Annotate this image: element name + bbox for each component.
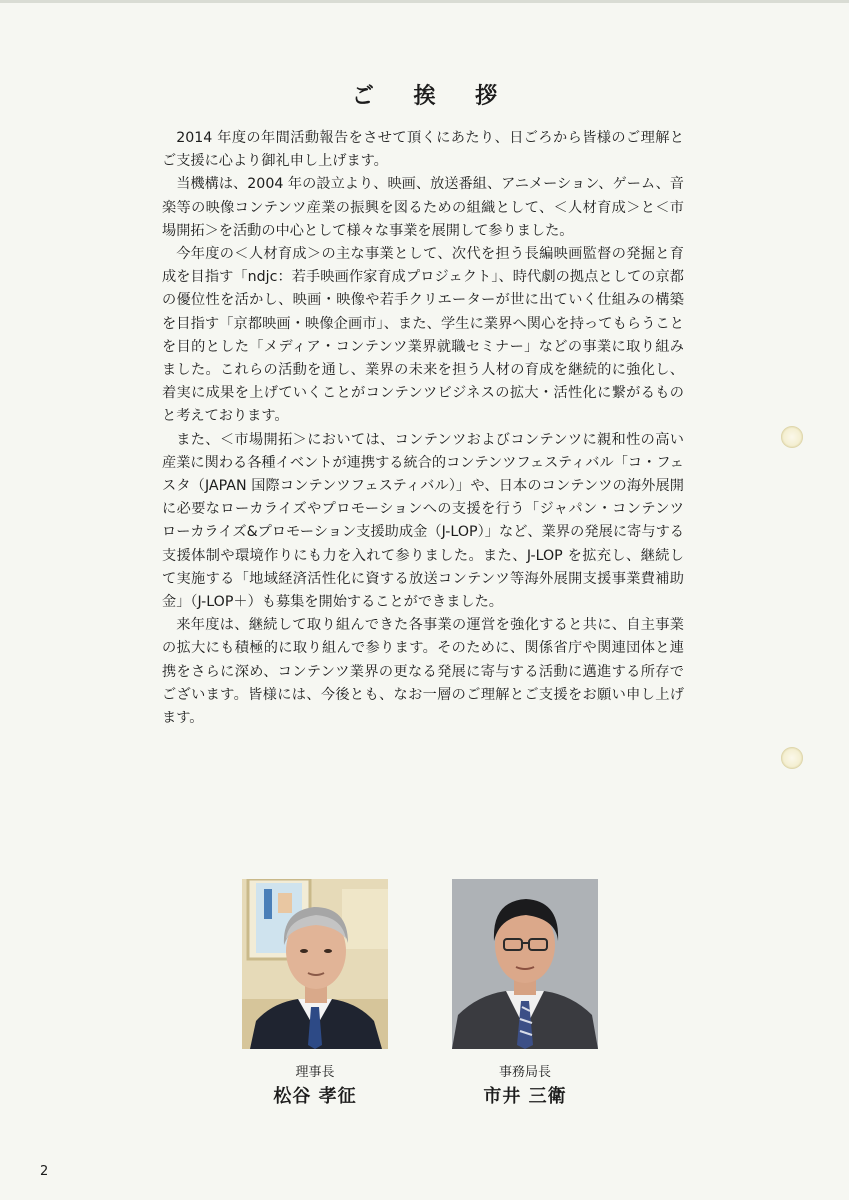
punch-hole-icon bbox=[781, 747, 803, 769]
page-title: ご 挨 拶 bbox=[351, 84, 514, 109]
secretary-general-role: 事務局長 bbox=[498, 1065, 551, 1080]
paragraph: 今年度の＜人材育成＞の主な事業として、次代を担う長編映画監督の発掘と育成を目指す「ndjc：若手映画作家育成プロジェクト」、時代劇の拠点としての京都の優位性を活かし、映画・映像や若手クリエーターが世に出ていく仕組みの構築を目指す「京都映画・映像企画市」、また、学生に業界へ関心を持ってもらうことを目的とした「メディア・コンテンツ業界就職セミナー」などの事業に取り組みました。これらの活動を通し、業界の未来を担う人材の育成を継続的に強化し、着実に成果を上げていくことがコンテンツビジネスの拡大・活性化に繋がるものと考えております。 bbox=[162, 246, 684, 425]
greeting-body bbox=[162, 127, 699, 730]
paragraph: 2014 年度の年間活動報告をさせて頂くにあたり、日ごろから皆様のご理解とご支援に心より御礼申し上げます。 bbox=[162, 130, 684, 170]
page-number: 2 bbox=[40, 1164, 49, 1179]
paragraph: また、＜市場開拓＞においては、コンテンツおよびコンテンツに親和性の高い産業に関わる各種イベントが連携する統合的コンテンツフェスティバル「コ・フェスタ（JAPAN 国際コンテンツフェスティバル）」や、日本のコンテンツの海外展開に必要なローカライズやプロモーションへの支援を行う「ジャパン・コンテンツ ローカライズ&プロモーション支援助成金（J-LOP）」など、業界の発展に寄与する支援体制や環境作りにも力を入れて参りました。また、J-LOP を拡充し、継続して実施する「地域経済活性化に資する放送コンテンツ等海外展開支援事業費補助金」（J-LOP＋）も募集を開始することができました。 bbox=[162, 431, 699, 611]
chairman-photo bbox=[242, 879, 388, 1049]
secretary-general-photo bbox=[452, 879, 598, 1049]
chairman-role: 理事長 bbox=[295, 1065, 335, 1080]
secretary-general-name: 市井 三衛 bbox=[483, 1086, 567, 1107]
punch-hole-icon bbox=[781, 426, 803, 448]
paragraph: 来年度は、継続して取り組んできた各事業の運営を強化すると共に、自主事業の拡大にも積極的に取り組んで参ります。そのために、関係省庁や関連団体と連携をさらに深め、コンテンツ業界の更なる発展に寄与する活動に邁進する所存でございます。皆様には、今後とも、なお一層のご理解とご支援をお願い申し上げます。 bbox=[162, 617, 684, 727]
chairman-name: 松谷 孝征 bbox=[273, 1086, 357, 1107]
paragraph: 当機構は、2004 年の設立より、映画、放送番組、アニメーション、ゲーム、音楽等の映像コンテンツ産業の振興を図るための組織として、＜人材育成＞と＜市場開拓＞を活動の中心として様々な事業を展開して参りました。 bbox=[162, 176, 684, 239]
